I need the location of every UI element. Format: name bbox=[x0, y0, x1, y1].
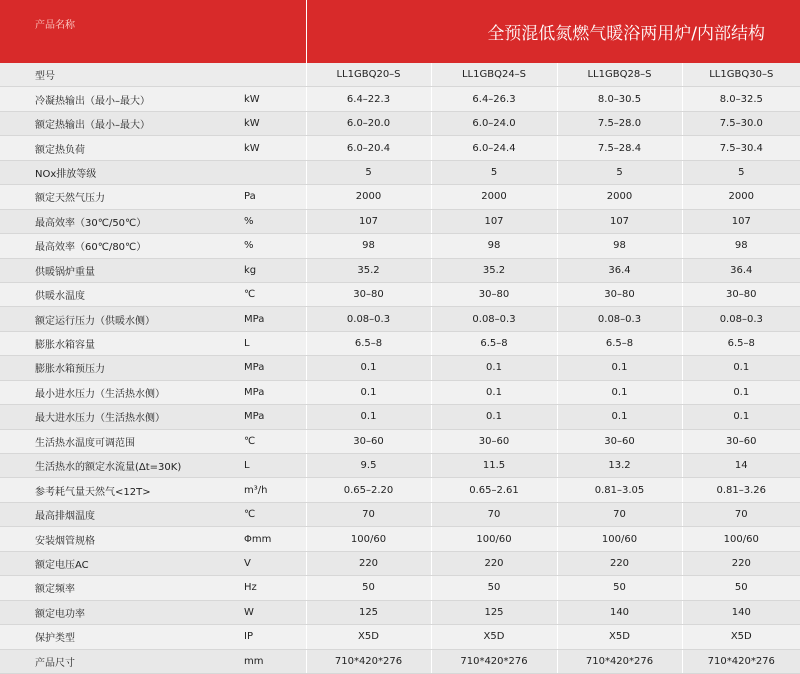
header-row bbox=[0, 0, 800, 63]
table-row bbox=[0, 478, 800, 502]
model-cell: LL1GBQ28–S bbox=[557, 63, 682, 87]
table-cell: 30–80 bbox=[306, 282, 431, 306]
table-cell: 0.08–0.3 bbox=[306, 307, 431, 331]
table-cell: 70 bbox=[431, 502, 557, 526]
row-label: 产品尺寸 bbox=[0, 649, 236, 673]
table-cell: 98 bbox=[306, 234, 431, 258]
table-cell: 0.1 bbox=[306, 380, 431, 404]
table-cell: 70 bbox=[682, 502, 800, 526]
table-cell: 0.1 bbox=[306, 405, 431, 429]
table-cell: 0.1 bbox=[306, 356, 431, 380]
row-unit: kg bbox=[236, 258, 306, 282]
table-cell: 0.65–2.61 bbox=[431, 478, 557, 502]
row-label: 额定频率 bbox=[0, 576, 236, 600]
table-cell: 100/60 bbox=[557, 527, 682, 551]
row-unit: ℃ bbox=[236, 282, 306, 306]
table-cell: 7.5–30.0 bbox=[682, 111, 800, 135]
table-cell: 107 bbox=[557, 209, 682, 233]
row-label: 冷凝热输出（最小–最大） bbox=[0, 87, 236, 111]
page-title: 全预混低氮燃气暖浴两用炉/内部结构 bbox=[306, 0, 800, 63]
table-row bbox=[0, 331, 800, 355]
table-cell: 0.1 bbox=[431, 356, 557, 380]
table-cell: 6.0–20.0 bbox=[306, 111, 431, 135]
table-cell: 0.1 bbox=[557, 356, 682, 380]
table-cell: 5 bbox=[682, 160, 800, 184]
row-unit: ℃ bbox=[236, 502, 306, 526]
table-cell: 7.5–30.4 bbox=[682, 136, 800, 160]
table-row bbox=[0, 527, 800, 551]
table-cell: 30–80 bbox=[682, 282, 800, 306]
model-label: 型号 bbox=[0, 63, 236, 87]
table-cell: 710*420*276 bbox=[431, 649, 557, 673]
row-label: 保护类型 bbox=[0, 625, 236, 649]
table-cell: 6.4–22.3 bbox=[306, 87, 431, 111]
table-cell: 30–60 bbox=[306, 429, 431, 453]
row-unit: Pa bbox=[236, 185, 306, 209]
table-row bbox=[0, 356, 800, 380]
row-unit: L bbox=[236, 454, 306, 478]
table-cell: 35.2 bbox=[306, 258, 431, 282]
table-cell: 0.1 bbox=[431, 380, 557, 404]
table-cell: 0.65–2.20 bbox=[306, 478, 431, 502]
table-cell: 0.81–3.05 bbox=[557, 478, 682, 502]
table-row bbox=[0, 111, 800, 135]
table-row bbox=[0, 625, 800, 649]
model-cell: LL1GBQ20–S bbox=[306, 63, 431, 87]
table-cell: 0.1 bbox=[682, 356, 800, 380]
table-cell: 125 bbox=[306, 600, 431, 624]
table-cell: 0.81–3.26 bbox=[682, 478, 800, 502]
table-row bbox=[0, 429, 800, 453]
model-cell: LL1GBQ30–S bbox=[682, 63, 800, 87]
table-cell: 6.0–20.4 bbox=[306, 136, 431, 160]
table-row bbox=[0, 405, 800, 429]
table-cell: 220 bbox=[431, 551, 557, 575]
row-unit: kW bbox=[236, 87, 306, 111]
row-label: 参考耗气量天然气<12T> bbox=[0, 478, 236, 502]
table-cell: 100/60 bbox=[306, 527, 431, 551]
table-cell: 9.5 bbox=[306, 454, 431, 478]
table-cell: 30–80 bbox=[557, 282, 682, 306]
row-label: 最高排烟温度 bbox=[0, 502, 236, 526]
table-cell: 36.4 bbox=[682, 258, 800, 282]
table-cell: 36.4 bbox=[557, 258, 682, 282]
table-row bbox=[0, 600, 800, 624]
table-cell: 50 bbox=[431, 576, 557, 600]
row-label: 生活热水温度可调范围 bbox=[0, 429, 236, 453]
table-cell: 0.1 bbox=[557, 405, 682, 429]
table-cell: 30–60 bbox=[557, 429, 682, 453]
table-cell: 107 bbox=[431, 209, 557, 233]
row-unit: Φmm bbox=[236, 527, 306, 551]
table-cell: 98 bbox=[557, 234, 682, 258]
table-cell: 0.1 bbox=[682, 405, 800, 429]
row-unit: mm bbox=[236, 649, 306, 673]
table-cell: 14 bbox=[682, 454, 800, 478]
row-label: 额定热输出（最小–最大） bbox=[0, 111, 236, 135]
row-label: 额定运行压力（供暖水侧） bbox=[0, 307, 236, 331]
model-unit bbox=[236, 63, 306, 87]
table-cell: 30–80 bbox=[431, 282, 557, 306]
table-cell: 6.0–24.4 bbox=[431, 136, 557, 160]
model-cell: LL1GBQ24–S bbox=[431, 63, 557, 87]
table-cell: 140 bbox=[557, 600, 682, 624]
table-cell: 35.2 bbox=[431, 258, 557, 282]
product-name-label: 产品名称 bbox=[0, 0, 306, 63]
table-cell: 98 bbox=[431, 234, 557, 258]
table-cell: 220 bbox=[306, 551, 431, 575]
table-cell: 0.1 bbox=[431, 405, 557, 429]
table-cell: 0.1 bbox=[682, 380, 800, 404]
row-unit: ℃ bbox=[236, 429, 306, 453]
row-label: 最大进水压力（生活热水侧） bbox=[0, 405, 236, 429]
row-unit: IP bbox=[236, 625, 306, 649]
table-cell: 220 bbox=[682, 551, 800, 575]
table-cell: 5 bbox=[306, 160, 431, 184]
table-cell: 98 bbox=[682, 234, 800, 258]
table-cell: 0.08–0.3 bbox=[431, 307, 557, 331]
table-cell: 125 bbox=[431, 600, 557, 624]
table-cell: 6.5–8 bbox=[682, 331, 800, 355]
table-cell: 30–60 bbox=[682, 429, 800, 453]
table-cell: 30–60 bbox=[431, 429, 557, 453]
row-label: 最高效率（30℃/50℃） bbox=[0, 209, 236, 233]
table-cell: 8.0–30.5 bbox=[557, 87, 682, 111]
table-row bbox=[0, 380, 800, 404]
table-cell: 13.2 bbox=[557, 454, 682, 478]
table-cell: 2000 bbox=[306, 185, 431, 209]
row-unit: % bbox=[236, 234, 306, 258]
table-cell: 100/60 bbox=[431, 527, 557, 551]
table-cell: 710*420*276 bbox=[682, 649, 800, 673]
row-unit: kW bbox=[236, 136, 306, 160]
table-row bbox=[0, 160, 800, 184]
table-row bbox=[0, 136, 800, 160]
table-cell: 2000 bbox=[557, 185, 682, 209]
table-cell: 7.5–28.0 bbox=[557, 111, 682, 135]
table-cell: 70 bbox=[306, 502, 431, 526]
row-unit: m³/h bbox=[236, 478, 306, 502]
table-cell: 50 bbox=[682, 576, 800, 600]
table-row bbox=[0, 307, 800, 331]
row-unit: W bbox=[236, 600, 306, 624]
row-label: 最小进水压力（生活热水侧） bbox=[0, 380, 236, 404]
table-cell: 70 bbox=[557, 502, 682, 526]
row-unit: MPa bbox=[236, 380, 306, 404]
table-cell: 2000 bbox=[682, 185, 800, 209]
row-unit: kW bbox=[236, 111, 306, 135]
table-row bbox=[0, 576, 800, 600]
table-row bbox=[0, 454, 800, 478]
table-cell: 11.5 bbox=[431, 454, 557, 478]
table-cell: X5D bbox=[431, 625, 557, 649]
row-label: 额定热负荷 bbox=[0, 136, 236, 160]
table-cell: 0.1 bbox=[557, 380, 682, 404]
table-row bbox=[0, 234, 800, 258]
row-unit: V bbox=[236, 551, 306, 575]
table-cell: 107 bbox=[306, 209, 431, 233]
row-label: 额定电压AC bbox=[0, 551, 236, 575]
table-cell: 220 bbox=[557, 551, 682, 575]
table-cell: X5D bbox=[306, 625, 431, 649]
table-cell: 107 bbox=[682, 209, 800, 233]
table-cell: 6.5–8 bbox=[431, 331, 557, 355]
row-unit: Hz bbox=[236, 576, 306, 600]
row-unit: MPa bbox=[236, 405, 306, 429]
table-cell: 6.5–8 bbox=[557, 331, 682, 355]
table-cell: 50 bbox=[306, 576, 431, 600]
table-cell: 100/60 bbox=[682, 527, 800, 551]
table-row bbox=[0, 258, 800, 282]
row-unit: % bbox=[236, 209, 306, 233]
table-cell: 5 bbox=[431, 160, 557, 184]
table-row bbox=[0, 551, 800, 575]
row-label: 额定天然气压力 bbox=[0, 185, 236, 209]
row-unit bbox=[236, 160, 306, 184]
row-label: 安装烟管规格 bbox=[0, 527, 236, 551]
table-row bbox=[0, 502, 800, 526]
table-cell: 6.5–8 bbox=[306, 331, 431, 355]
table-cell: 8.0–32.5 bbox=[682, 87, 800, 111]
table-cell: X5D bbox=[557, 625, 682, 649]
model-row bbox=[0, 63, 800, 87]
table-row bbox=[0, 185, 800, 209]
table-cell: 0.08–0.3 bbox=[682, 307, 800, 331]
table-cell: 0.08–0.3 bbox=[557, 307, 682, 331]
table-row bbox=[0, 209, 800, 233]
table-cell: 710*420*276 bbox=[306, 649, 431, 673]
table-cell: 5 bbox=[557, 160, 682, 184]
row-unit: L bbox=[236, 331, 306, 355]
row-label: 额定电功率 bbox=[0, 600, 236, 624]
row-label: 生活热水的额定水流量(Δt=30K) bbox=[0, 454, 236, 478]
table-cell: 7.5–28.4 bbox=[557, 136, 682, 160]
table-cell: X5D bbox=[682, 625, 800, 649]
table-cell: 6.4–26.3 bbox=[431, 87, 557, 111]
row-unit: MPa bbox=[236, 356, 306, 380]
table-row bbox=[0, 649, 800, 673]
row-label: NOx排放等级 bbox=[0, 160, 236, 184]
row-label: 膨胀水箱容量 bbox=[0, 331, 236, 355]
table-cell: 2000 bbox=[431, 185, 557, 209]
table-cell: 140 bbox=[682, 600, 800, 624]
table-row bbox=[0, 282, 800, 306]
row-unit: MPa bbox=[236, 307, 306, 331]
row-label: 供暖锅炉重量 bbox=[0, 258, 236, 282]
table-cell: 6.0–24.0 bbox=[431, 111, 557, 135]
table-cell: 710*420*276 bbox=[557, 649, 682, 673]
row-label: 膨胀水箱预压力 bbox=[0, 356, 236, 380]
table-cell: 50 bbox=[557, 576, 682, 600]
row-label: 最高效率（60℃/80℃） bbox=[0, 234, 236, 258]
table-row bbox=[0, 87, 800, 111]
row-label: 供暖水温度 bbox=[0, 282, 236, 306]
